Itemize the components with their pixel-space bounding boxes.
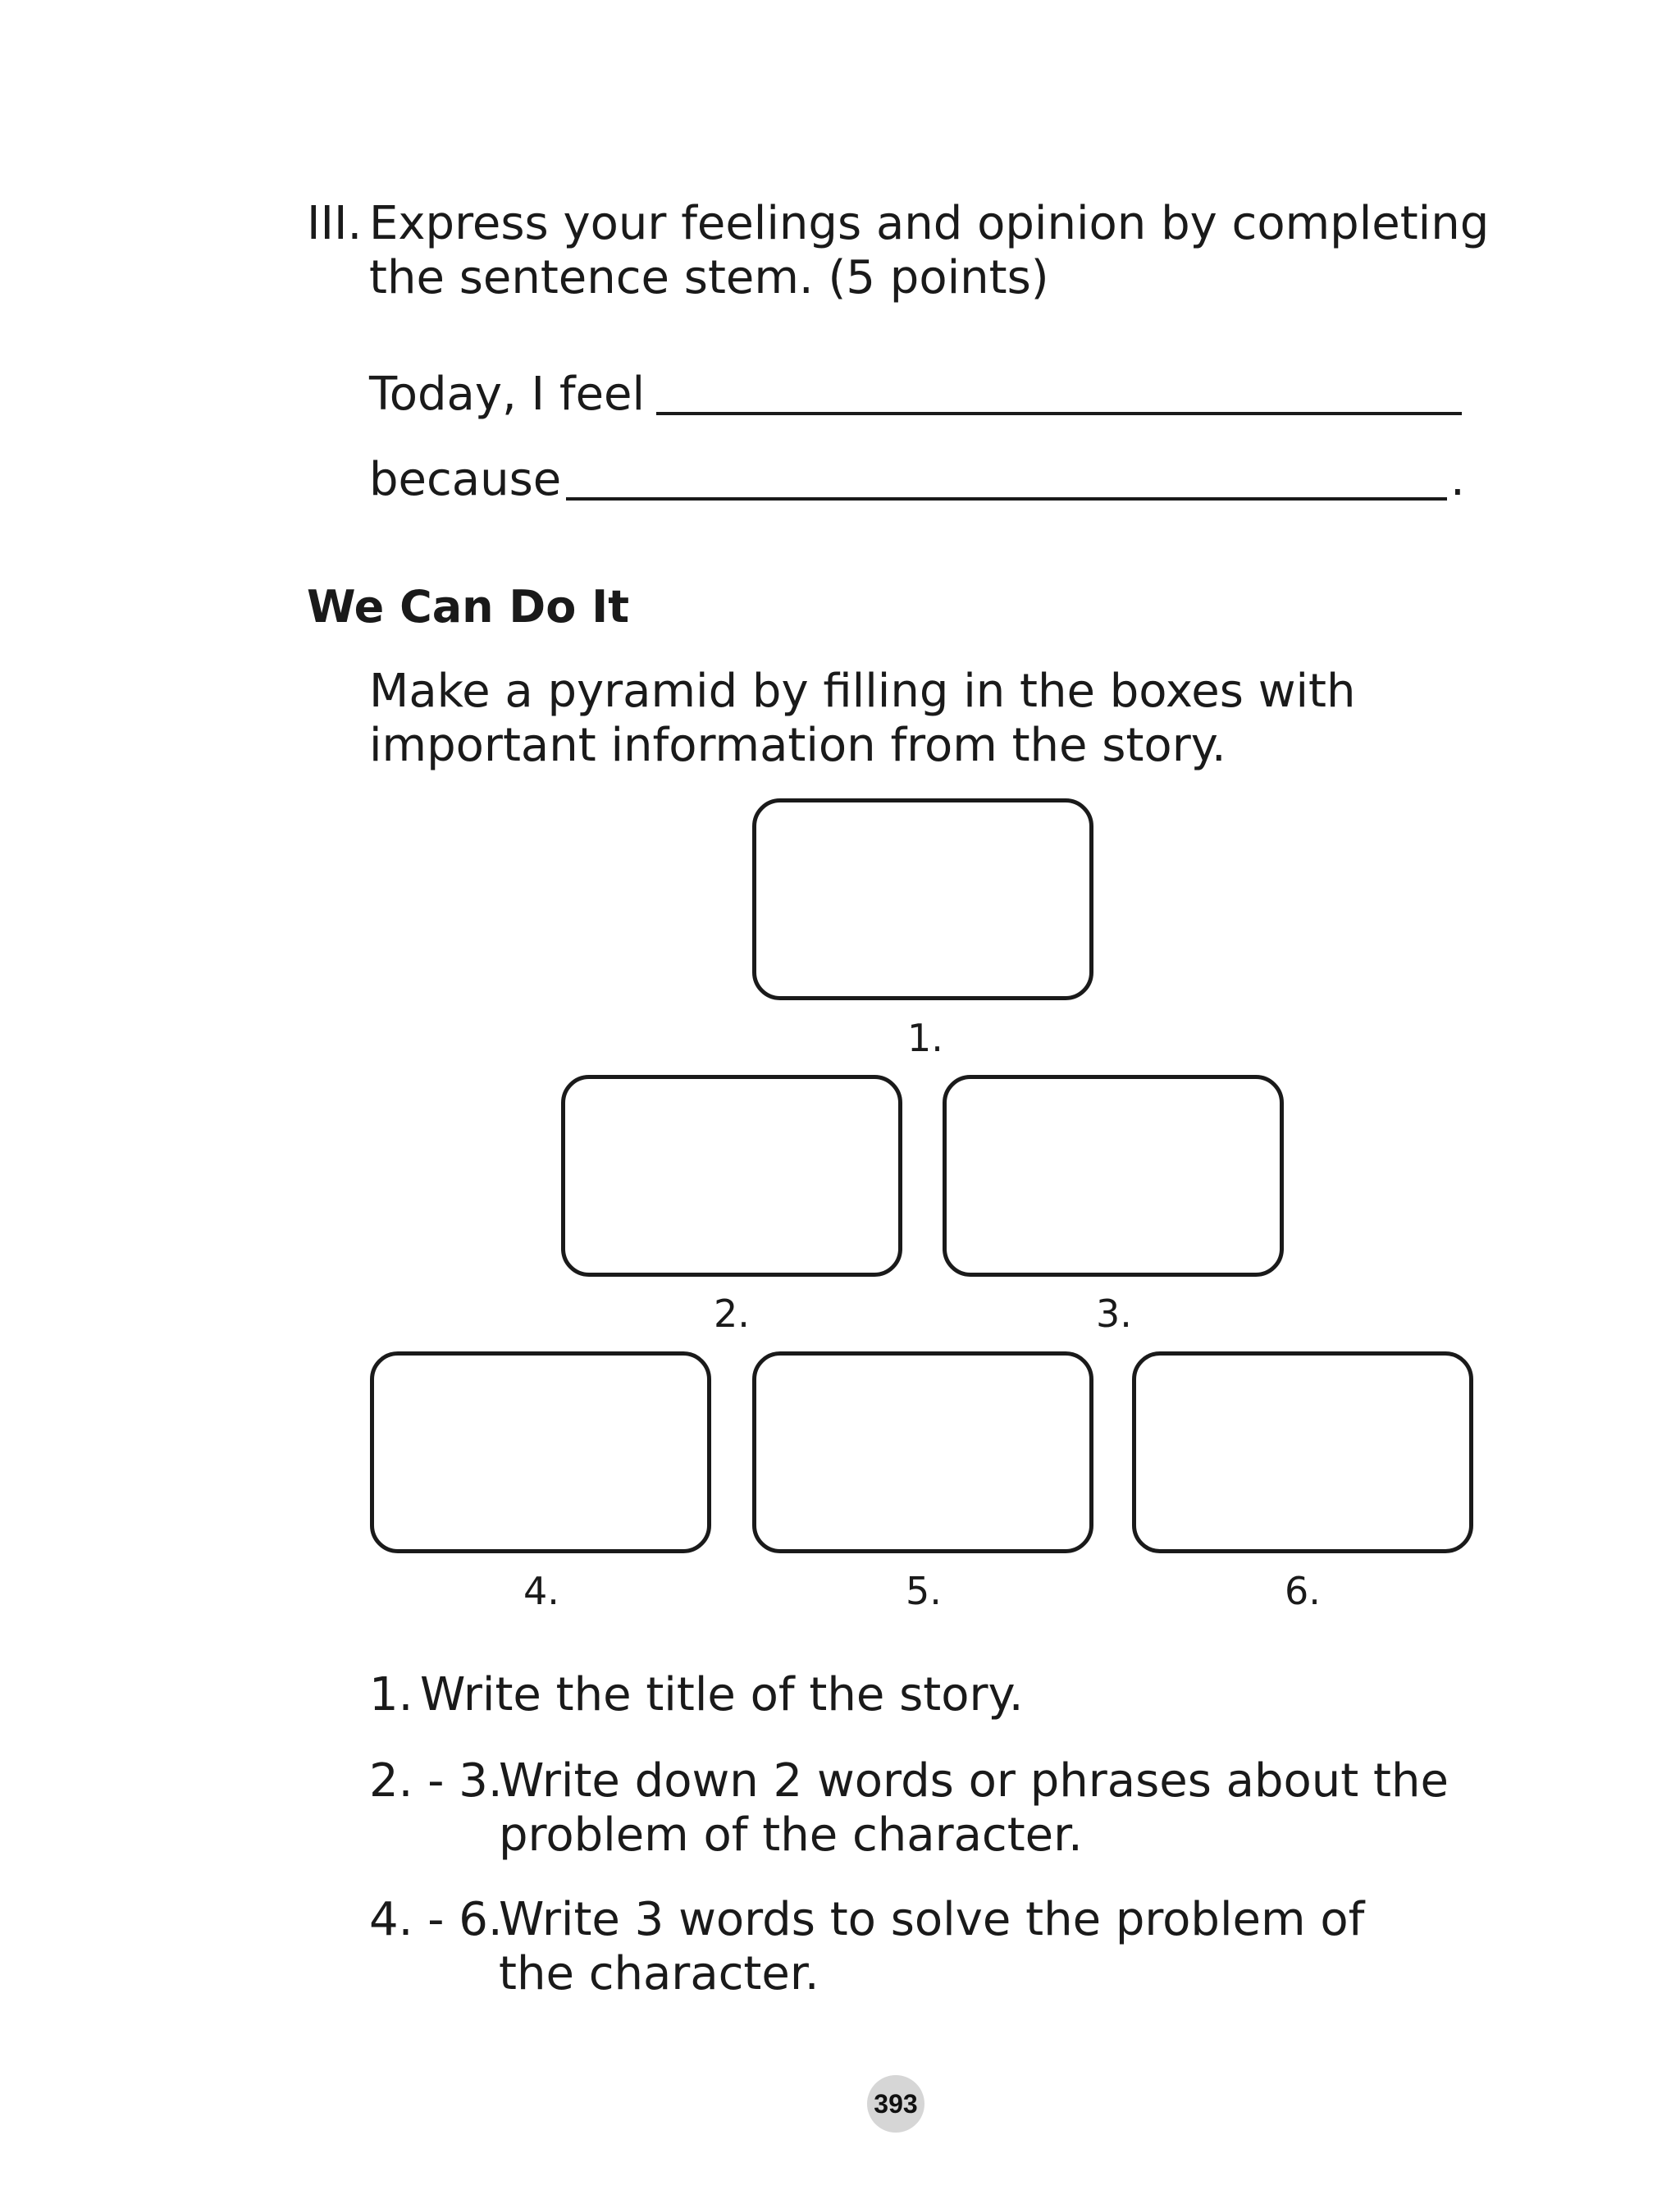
direction-2-number: 2. - 3. [369, 1754, 503, 1808]
pyramid-box-6[interactable] [1132, 1351, 1473, 1553]
pyramid-box-1-label: 1. [907, 1016, 943, 1060]
pyramid-box-4[interactable] [370, 1351, 711, 1553]
section-instruction-line2: the sentence stem. (5 points) [369, 251, 1049, 304]
section-number: III. [307, 197, 363, 250]
direction-3-number: 4. - 6. [369, 1893, 503, 1946]
direction-1-text: Write the title of the story. [420, 1668, 1024, 1721]
pyramid-box-5-label: 5. [906, 1569, 942, 1613]
activity-heading: We Can Do It [307, 581, 630, 633]
direction-1-number: 1. [369, 1668, 413, 1721]
feel-answer-line[interactable] [656, 412, 1462, 415]
page-number-badge [867, 2075, 924, 2133]
because-answer-line[interactable] [566, 497, 1447, 501]
direction-3-text-line2: the character. [499, 1947, 819, 2000]
pyramid-box-3[interactable] [943, 1075, 1284, 1277]
pyramid-box-3-label: 3. [1096, 1292, 1132, 1336]
stem-today-label: Today, I feel [369, 368, 646, 421]
pyramid-box-4-label: 4. [523, 1569, 559, 1613]
stem-because-label: because [369, 453, 562, 506]
pyramid-box-2[interactable] [561, 1075, 902, 1277]
direction-2-text-line2: problem of the character. [499, 1808, 1083, 1862]
page-number: 393 [874, 2088, 918, 2119]
activity-instruction-line2: important information from the story. [369, 719, 1226, 772]
section-instruction-line1: Express your feelings and opinion by completing [369, 197, 1490, 250]
direction-3-text-line1: Write 3 words to solve the problem of [499, 1893, 1365, 1946]
pyramid-box-5[interactable] [752, 1351, 1093, 1553]
stem-period: . [1450, 453, 1465, 506]
activity-instruction-line1: Make a pyramid by filling in the boxes with [369, 665, 1356, 718]
pyramid-box-2-label: 2. [714, 1292, 750, 1336]
direction-2-text-line1: Write down 2 words or phrases about the [499, 1754, 1449, 1808]
pyramid-box-1[interactable] [752, 798, 1093, 1000]
pyramid-box-6-label: 6. [1285, 1569, 1321, 1613]
